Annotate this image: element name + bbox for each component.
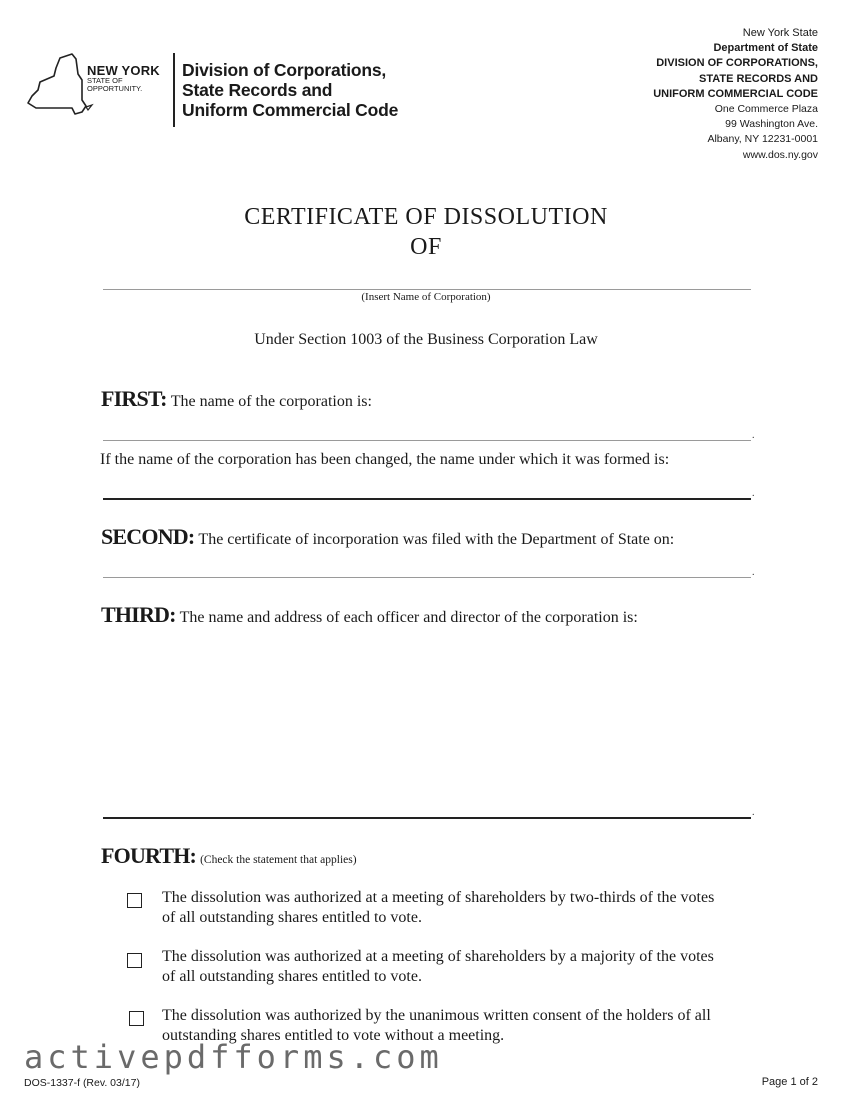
address-line: STATE RECORDS AND [699, 72, 818, 85]
second-text: The certificate of incorporation was filed with the Department of State on: [198, 531, 675, 548]
former-name-text: If the name of the corporation has been changed, the name under which it was formed is: [100, 451, 670, 468]
department-address [653, 26, 818, 163]
option-line: of all outstanding shares entitled to vote. [162, 909, 422, 926]
option-majority-checkbox[interactable] [127, 953, 142, 968]
option-two-thirds-checkbox[interactable] [127, 893, 142, 908]
field-end-mark: . [752, 807, 755, 818]
title-line: CERTIFICATE OF DISSOLUTION [244, 204, 608, 230]
option-line: The dissolution was authorized by the unanimous written consent of the holders of all [162, 1007, 711, 1024]
address-line: Albany, NY 12231-0001 [707, 133, 818, 146]
filing-date-line[interactable] [103, 577, 751, 578]
page-number: Page 1 of 2 [761, 1076, 818, 1088]
first-label: FIRST: [101, 386, 167, 411]
former-name-line[interactable] [103, 498, 751, 500]
fourth-label: FOURTH: [101, 843, 197, 868]
field-end-mark: . [752, 430, 755, 441]
first-clause [101, 386, 372, 412]
address-line: One Commerce Plaza [714, 103, 818, 116]
division-line: Uniform Commercial Code [182, 100, 399, 120]
corporation-name-hint: (Insert Name of Corporation) [361, 291, 491, 303]
title-line: OF [410, 234, 442, 260]
logo-state-name: NEW YORK [87, 63, 160, 78]
statutory-authority: Under Section 1003 of the Business Corporation Law [254, 331, 598, 348]
logo-divider [173, 53, 175, 127]
option-line: The dissolution was authorized at a meeting of shareholders by two-thirds of the votes [162, 889, 715, 906]
option-unanimous-consent-checkbox[interactable] [129, 1011, 144, 1026]
option-line: outstanding shares entitled to vote without a meeting. [162, 1027, 505, 1044]
website-link[interactable]: www.dos.ny.gov [742, 148, 818, 161]
officers-directors-field[interactable] [103, 817, 751, 819]
logo-tagline-line: OPPORTUNITY. [87, 84, 143, 93]
option-majority-text [162, 947, 762, 987]
second-label: SECOND: [101, 524, 195, 549]
field-end-mark: . [752, 567, 755, 578]
corporation-name-line[interactable] [103, 440, 751, 441]
first-text: The name of the corporation is: [170, 393, 372, 410]
option-line: The dissolution was authorized at a meeting of shareholders by a majority of the votes [162, 948, 714, 965]
division-line: State Records and [182, 80, 333, 100]
address-line: Department of State [713, 42, 818, 55]
division-name [182, 60, 398, 120]
fourth-clause [101, 843, 357, 869]
watermark: activepdfforms.com [24, 1038, 443, 1076]
third-text: The name and address of each officer and director of the corporation is: [179, 609, 638, 626]
logo-tagline [87, 77, 142, 93]
logo-tagline-line: STATE OF [87, 76, 123, 85]
document-title [0, 202, 852, 262]
division-line: Division of Corporations, [182, 60, 387, 80]
corporation-name-field[interactable] [103, 289, 751, 290]
second-clause [101, 524, 674, 550]
address-line: DIVISION OF CORPORATIONS, [656, 57, 818, 70]
third-clause [101, 602, 638, 628]
address-line: 99 Washington Ave. [725, 118, 818, 131]
option-two-thirds-text [162, 888, 762, 928]
fourth-note: (Check the statement that applies) [200, 854, 357, 866]
option-line: of all outstanding shares entitled to vote. [162, 968, 422, 985]
address-line: UNIFORM COMMERCIAL CODE [653, 87, 818, 100]
third-label: THIRD: [101, 602, 176, 627]
address-line: New York State [742, 27, 818, 39]
field-end-mark: . [752, 488, 755, 499]
form-id: DOS-1337-f (Rev. 03/17) [24, 1077, 140, 1089]
